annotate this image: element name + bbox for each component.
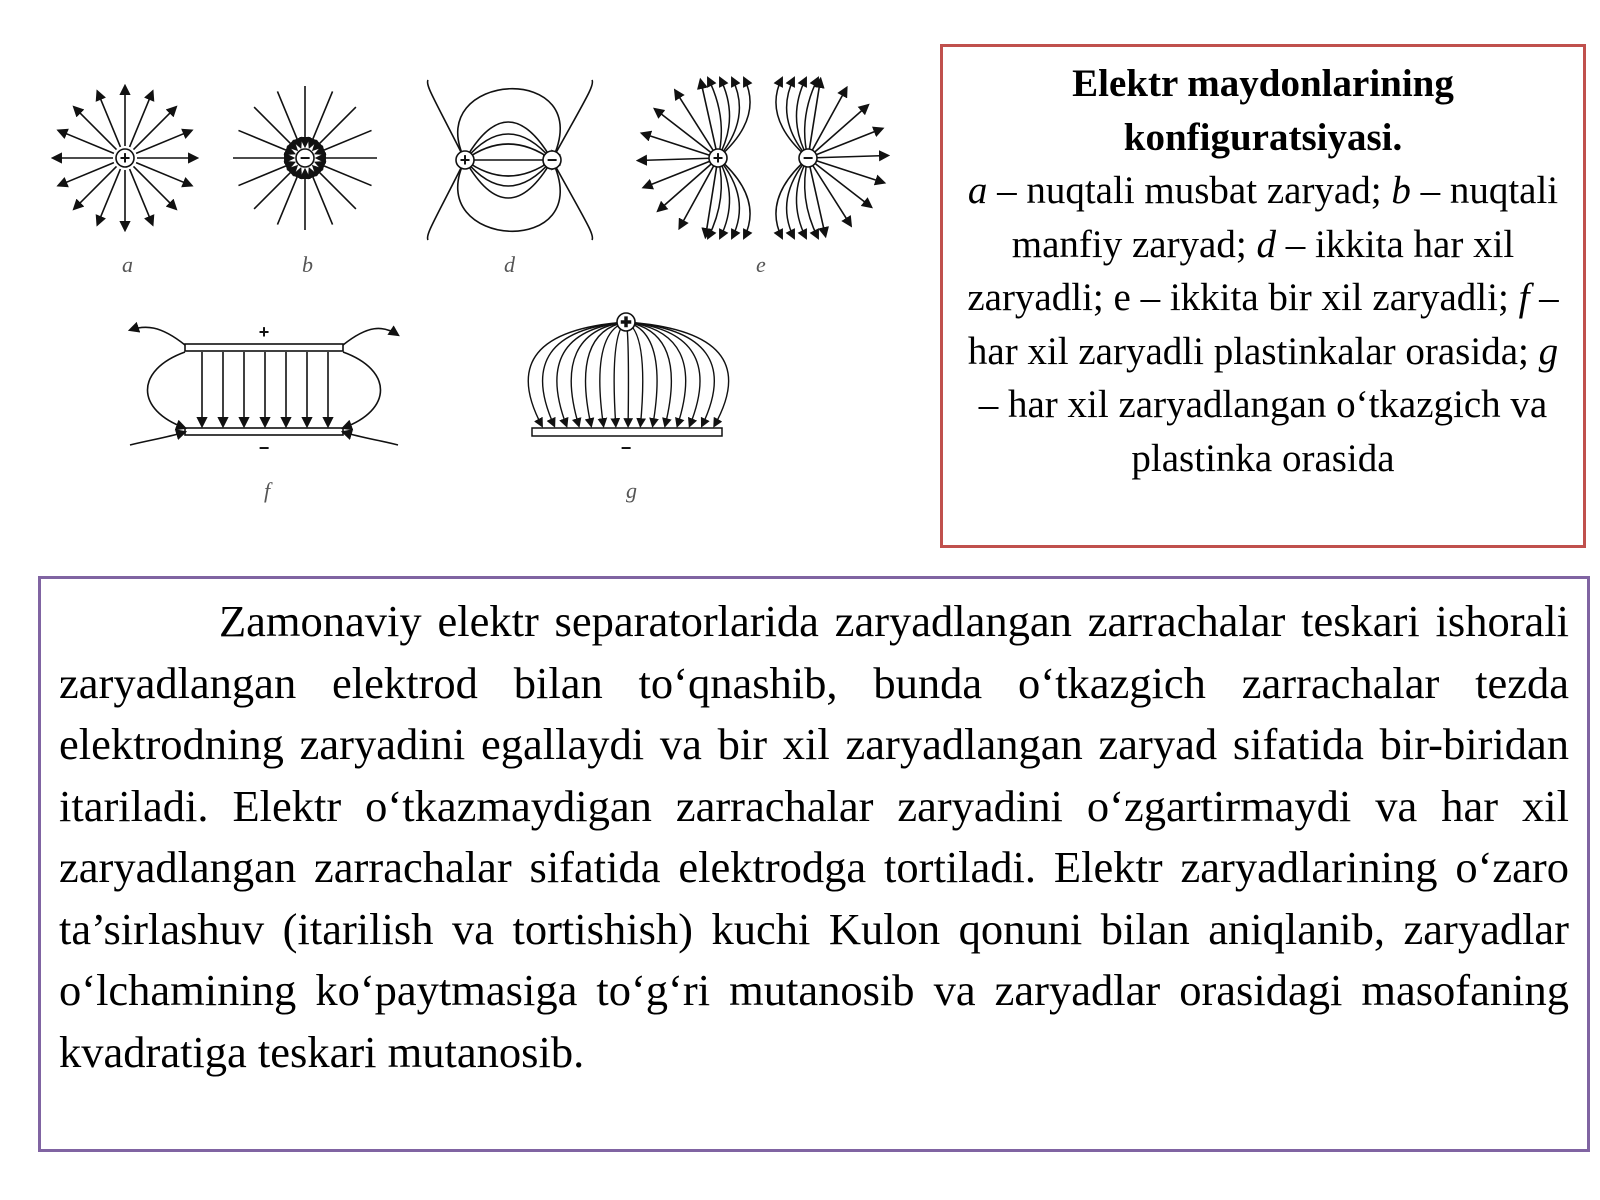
field-line: [316, 163, 371, 186]
field-line: [313, 166, 355, 208]
caption-key-d: d: [1256, 222, 1276, 266]
field-line: [626, 322, 628, 426]
diagram-b-negative-charge: [233, 86, 377, 230]
field-line: [675, 90, 718, 158]
field-line: [808, 105, 868, 158]
field-line: [130, 91, 153, 146]
caption-text-g: – har xil zaryadlangan o‘tkazgich va plastinka orasida: [978, 383, 1548, 480]
field-line: [808, 155, 888, 158]
label-b: b: [302, 252, 313, 277]
label-a: a: [122, 252, 133, 277]
caption-text-e: – ikkita bir xil zaryadli;: [1130, 276, 1519, 319]
field-line: [642, 133, 718, 158]
charge-sign: +: [620, 312, 632, 332]
field-line: [74, 107, 116, 149]
field-line: [313, 107, 355, 149]
field-line: [238, 130, 293, 153]
field-line: [808, 158, 884, 183]
field-line: [808, 129, 882, 158]
field-line: [626, 322, 714, 426]
charge-sign: +: [119, 148, 131, 168]
label-d: d: [504, 252, 515, 277]
field-line: [136, 130, 191, 153]
charge-sign: +: [712, 148, 724, 168]
svg-text:−: −: [546, 150, 558, 170]
field-line: [776, 158, 808, 238]
caption-key-b: b: [1391, 169, 1411, 212]
caption-text-f: – har xil zaryadli plastinkalar orasida;: [967, 276, 1559, 373]
svg-text:−: −: [620, 438, 632, 458]
field-line: [136, 163, 191, 186]
field-line: [133, 166, 175, 208]
caption-key-e: e: [1113, 276, 1131, 319]
caption-text-b: – nuqtali manfiy zaryad;: [1011, 169, 1559, 266]
field-line: [130, 169, 153, 224]
field-line: [310, 91, 333, 146]
caption-key-f: f: [1518, 276, 1530, 319]
label-g: g: [626, 478, 637, 503]
charge-sign: −: [802, 148, 814, 168]
field-line: [708, 158, 721, 238]
label-e: e: [756, 252, 766, 277]
field-line: [586, 322, 626, 426]
field-line: [58, 130, 113, 153]
field-line: [718, 78, 750, 158]
charge-sign: −: [299, 148, 311, 168]
diagram-d-opposite-charges: [427, 80, 592, 240]
field-line: [718, 158, 750, 238]
field-line: [74, 166, 116, 208]
caption-key-g: g: [1538, 329, 1559, 373]
field-line: [658, 158, 718, 211]
svg-text:+: +: [459, 150, 471, 170]
caption-key-a: a: [967, 169, 988, 212]
label-f: f: [264, 478, 271, 503]
diagram-e-like-charges: [638, 78, 888, 238]
field-line: [626, 322, 671, 426]
field-line: [310, 169, 333, 224]
field-line: [316, 130, 371, 153]
figure-caption-box: [940, 44, 1586, 548]
caption-body: [959, 164, 1567, 485]
field-line: [638, 158, 718, 161]
field-line: [277, 91, 300, 146]
svg-text:−: −: [258, 438, 270, 458]
svg-text:+: +: [258, 322, 270, 342]
field-line: [600, 322, 626, 426]
caption-text-a: – nuqtali musbat zaryad;: [987, 169, 1392, 212]
field-line: [97, 169, 120, 224]
field-line: [805, 78, 818, 158]
field-line: [808, 158, 851, 226]
field-line: [277, 169, 300, 224]
field-line: [644, 158, 718, 187]
main-text-box: [38, 576, 1590, 1152]
field-line: [254, 107, 296, 149]
field-line: [254, 166, 296, 208]
main-paragraph: Zamonaviy elektr separatorlarida zaryadlangan zarrachalar teskari ishorali zaryadlangan elektrod bilan to‘qnashib, bunda o‘tkazgich zarrachalar tezda elektrodning zaryadini egallaydi va bir xil zaryadlangan zaryad sifatida bir-biridan itariladi. Elektr o‘tkazmaydigan zarrachalar zaryadini o‘zgartirmaydi va har xil zaryadlangan zarrachalar sifatida elektrodga tortiladi. Elektr zaryadlarining o‘zaro ta’sirlashuv (itarilish va tortishish) kuchi Kulon qonuni bilan aniqlanib, zaryadlar o‘lchamining ko‘paytmasiga to‘g‘ri mutanosib va zaryadlar orasidagi masofaning kvadratiga teskari mutanosib.: [59, 596, 1569, 1077]
diagram-f-parallel-plates: [130, 322, 398, 458]
field-line: [238, 163, 293, 186]
field-line: [614, 322, 626, 426]
field-line: [97, 91, 120, 146]
caption-text-d: – ikkita har xil zaryadli;: [967, 222, 1515, 319]
field-line: [543, 322, 626, 426]
field-configuration-figure: [40, 40, 920, 540]
field-line: [776, 78, 808, 158]
field-line: [58, 163, 113, 186]
diagram-g-conductor-and-plate: [528, 312, 728, 458]
field-line: [133, 107, 175, 149]
diagram-a-positive-charge: [53, 86, 197, 230]
caption-title: Elektr maydonlarining konfiguratsiyasi.: [1072, 62, 1454, 159]
